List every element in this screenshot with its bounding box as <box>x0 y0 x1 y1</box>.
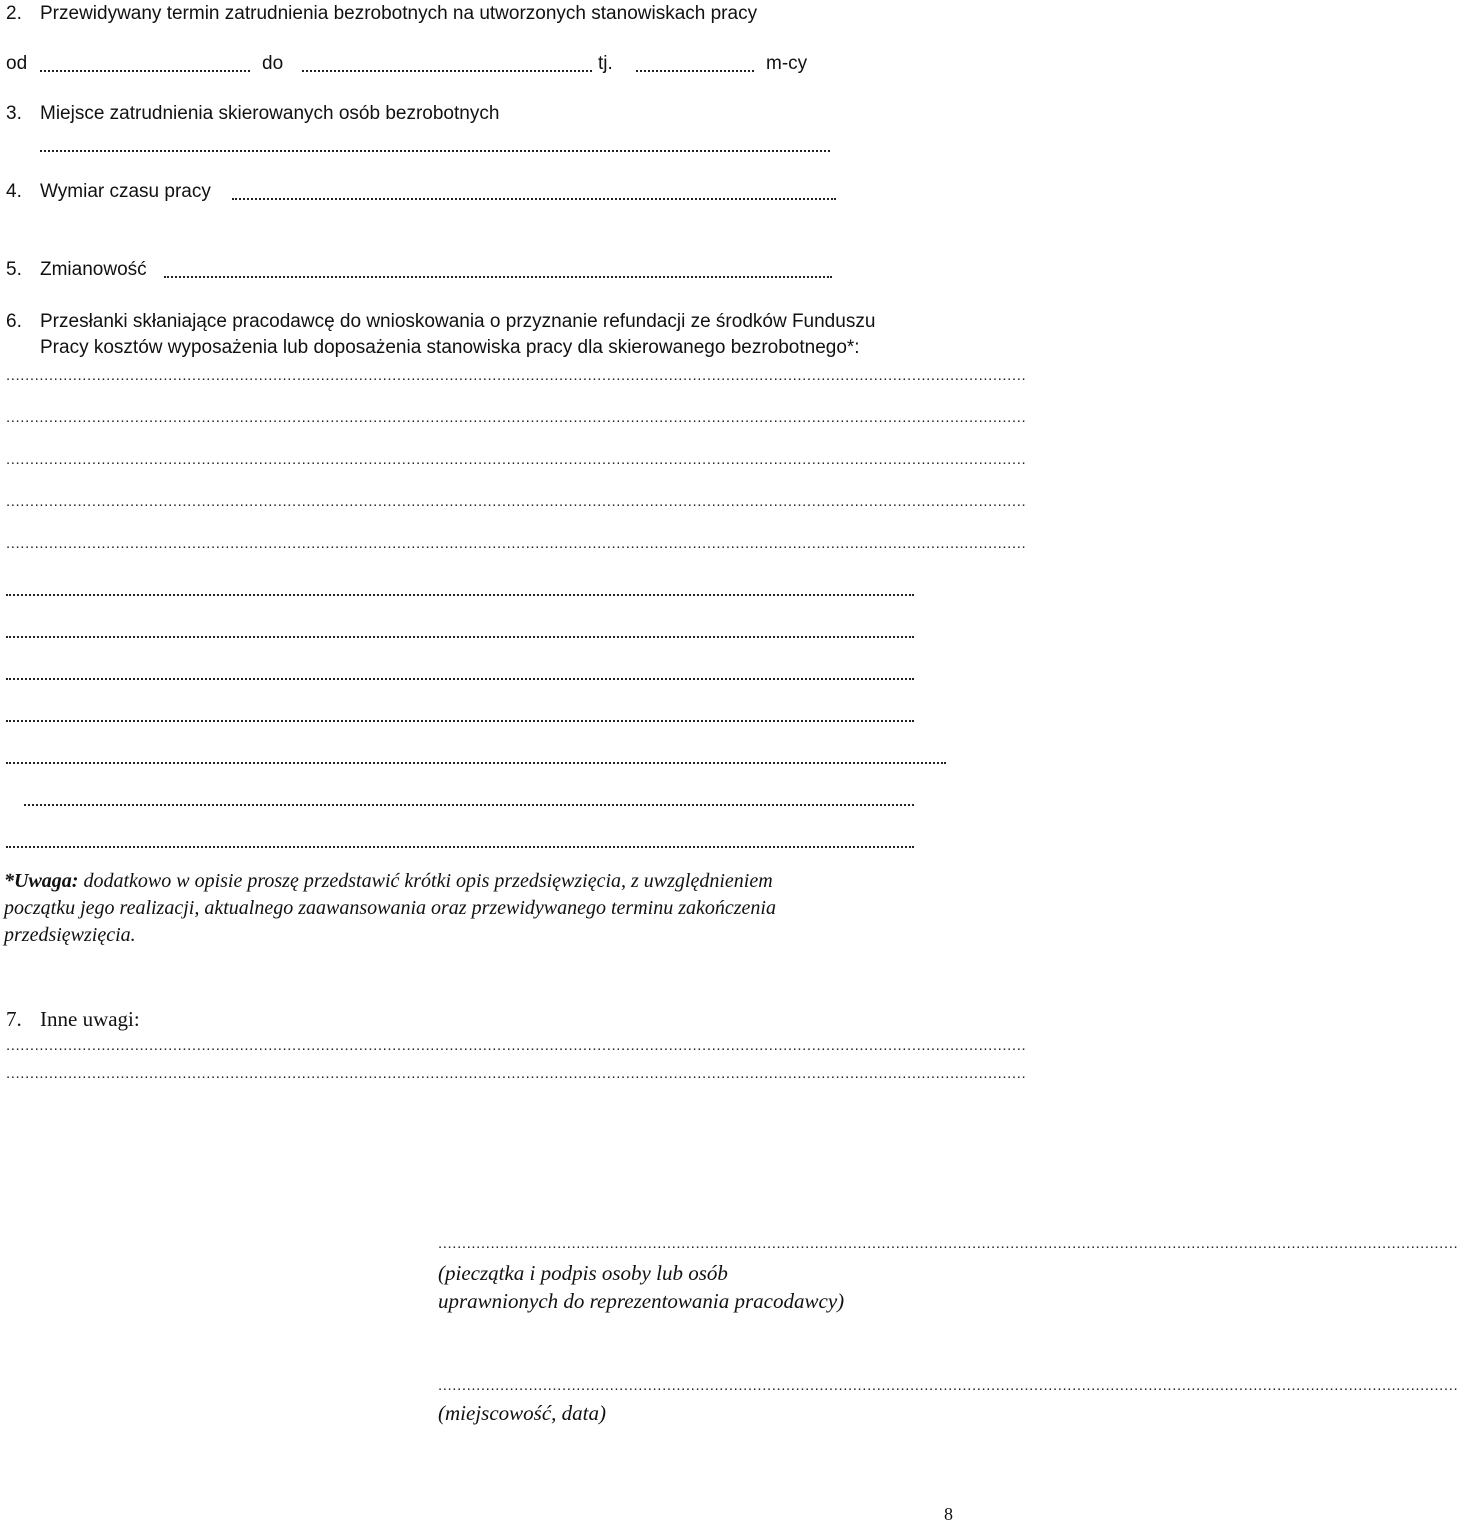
remarks-line[interactable]: ...................................................................................................................................................................................................................... <box>6 1065 1027 1082</box>
answer-line[interactable]: ...................................................................................................................................................................................................................... <box>6 367 1027 384</box>
note-line-3: przedsięwzięcia. <box>4 924 136 946</box>
shift-work-field[interactable] <box>164 276 832 278</box>
answer-line[interactable]: ...................................................................................................................................................................................................................... <box>6 493 1027 510</box>
note-line-1 <box>4 868 773 894</box>
note-text-1: dodatkowo w opisie proszę przedstawić krótki opis przedsięwzięcia, z uwzględnieniem <box>83 870 773 892</box>
item-7-number: 7. <box>6 1007 22 1031</box>
item-7 <box>6 1006 140 1032</box>
note-label: *Uwaga: <box>4 870 79 892</box>
item-3 <box>6 102 500 126</box>
item-3-text: Miejsce zatrudnienia skierowanych osób bezrobotnych <box>40 103 500 124</box>
period-tj-label: tj. <box>598 53 613 74</box>
working-time-field[interactable] <box>232 198 836 200</box>
answer-line[interactable] <box>6 678 914 680</box>
remarks-line[interactable]: ...................................................................................................................................................................................................................... <box>6 1037 1027 1054</box>
item-3-number: 3. <box>6 103 22 124</box>
period-months-field[interactable] <box>636 70 754 72</box>
item-4-number: 4. <box>6 181 22 202</box>
item-7-text: Inne uwagi: <box>40 1007 140 1031</box>
answer-line[interactable]: ...................................................................................................................................................................................................................... <box>6 535 1027 552</box>
signature-line[interactable]: ...................................................................................................................................................................................................................... <box>438 1235 1458 1252</box>
workplace-field[interactable] <box>40 150 830 152</box>
note-line-2: początku jego realizacji, aktualnego zaawansowania oraz przewidywanego terminu zakończenia <box>4 897 776 919</box>
period-from-field[interactable] <box>40 70 250 72</box>
item-5-number: 5. <box>6 259 22 280</box>
page-number: 8 <box>944 1504 953 1524</box>
answer-line[interactable] <box>6 594 914 596</box>
item-2 <box>6 2 758 26</box>
item-4 <box>6 180 211 204</box>
item-4-text: Wymiar czasu pracy <box>40 181 211 202</box>
place-date-caption: (miejscowość, data) <box>438 1401 606 1425</box>
answer-line[interactable] <box>6 762 946 764</box>
signature-caption-1: (pieczątka i podpis osoby lub osób <box>438 1261 728 1285</box>
answer-line[interactable]: ...................................................................................................................................................................................................................... <box>6 451 1027 468</box>
item-6-line-1 <box>6 310 876 334</box>
item-2-text: Przewidywany termin zatrudnienia bezrobotnych na utworzonych stanowiskach pracy <box>40 3 758 24</box>
answer-line[interactable] <box>6 720 914 722</box>
period-do-label: do <box>262 53 284 74</box>
signature-caption-2: uprawnionych do reprezentowania pracodawcy) <box>438 1289 845 1313</box>
item-2-number: 2. <box>6 3 22 24</box>
place-date-line[interactable]: ...................................................................................................................................................................................................................... <box>438 1377 1458 1394</box>
period-mcy-label: m-cy <box>766 53 808 74</box>
item-6-number: 6. <box>6 311 22 332</box>
item-5-text: Zmianowość <box>40 259 147 280</box>
period-to-field[interactable] <box>302 70 592 72</box>
item-6-line-2: Pracy kosztów wyposażenia lub doposażenia stanowiska pracy dla skierowanego bezrobotnego*: <box>40 337 860 358</box>
answer-line[interactable] <box>6 636 914 638</box>
item-6-text-1: Przesłanki skłaniające pracodawcę do wnioskowania o przyznanie refundacji ze środków Funduszu <box>40 311 876 332</box>
item-5 <box>6 258 147 282</box>
period-od-label: od <box>6 53 28 74</box>
answer-line[interactable]: ...................................................................................................................................................................................................................... <box>6 409 1027 426</box>
answer-line[interactable] <box>6 846 914 848</box>
answer-line[interactable] <box>24 804 914 806</box>
